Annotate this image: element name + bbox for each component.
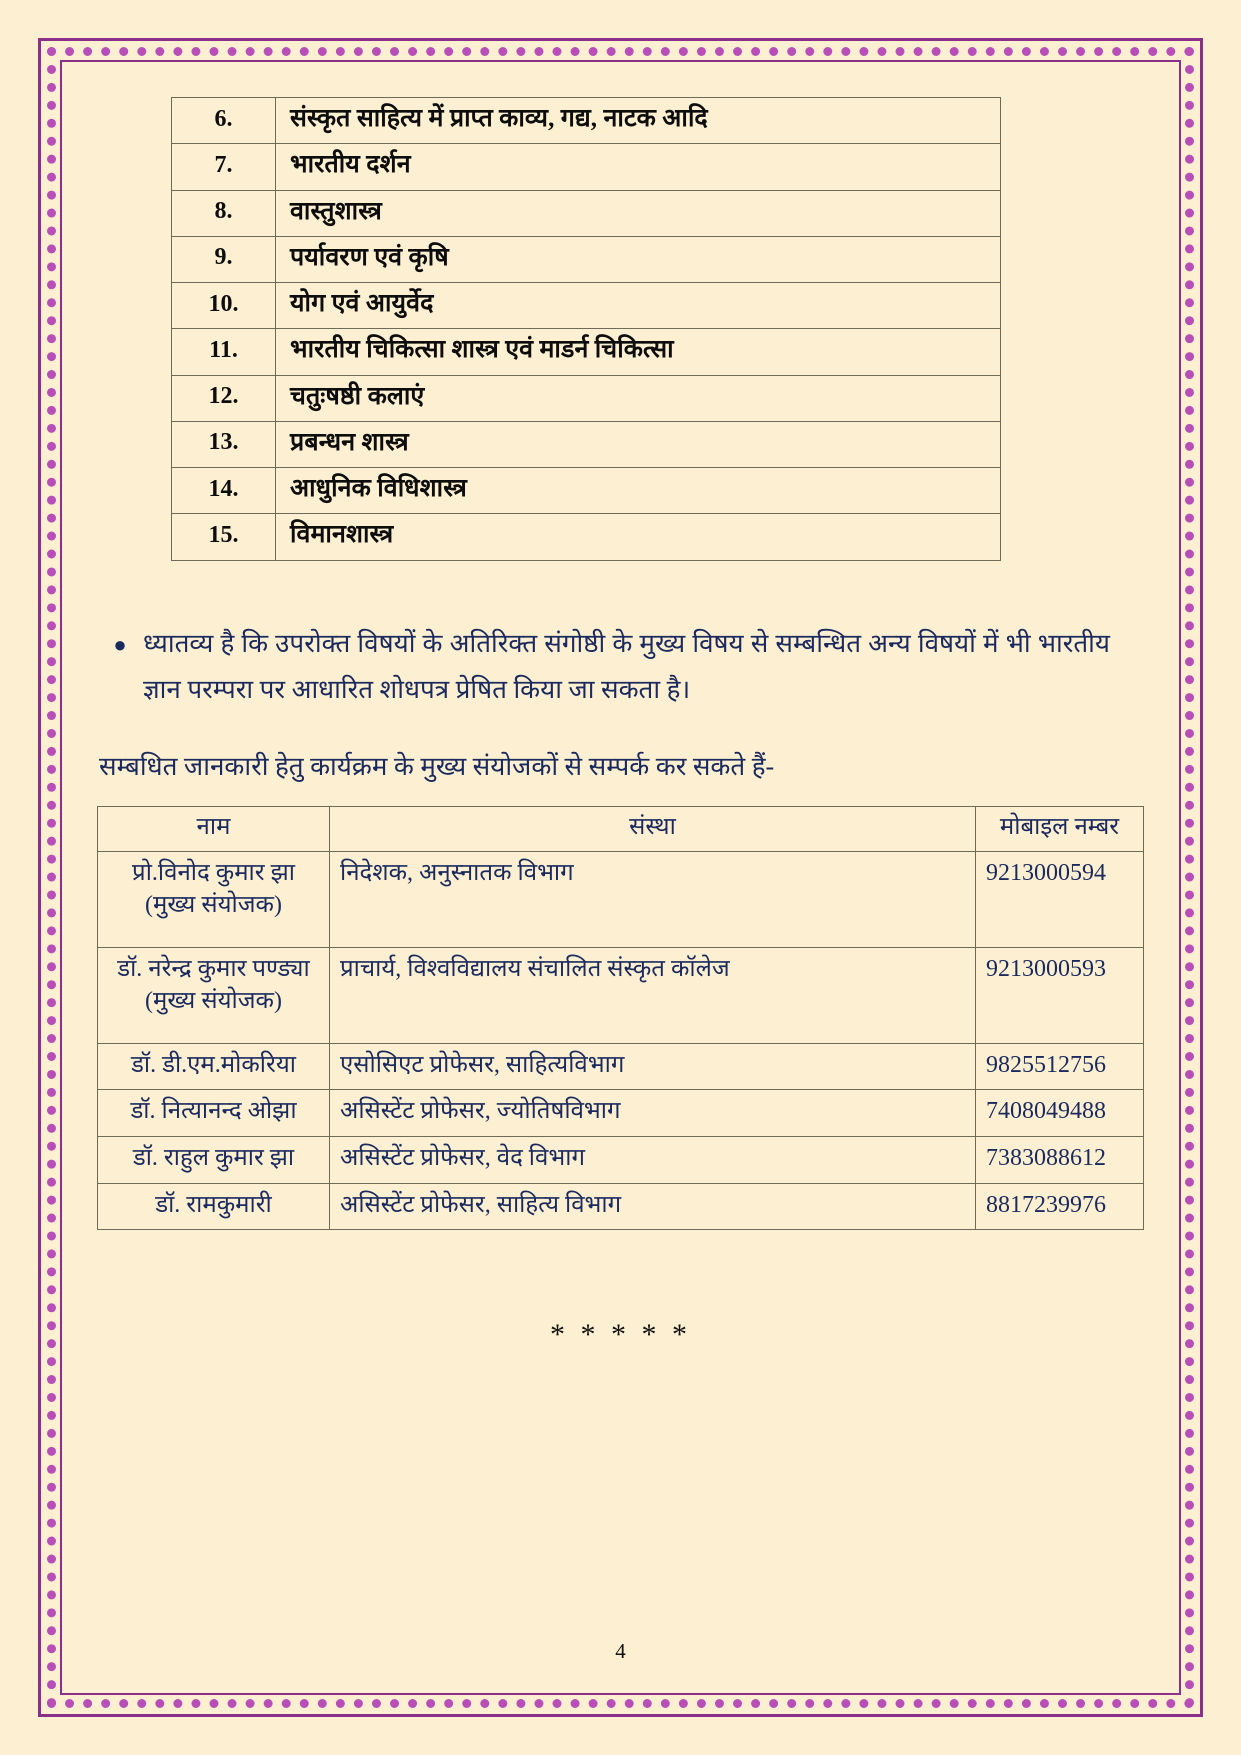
column-header-phone: मोबाइल नम्बर (976, 807, 1144, 852)
contact-mobile-number[interactable]: 9213000594 (976, 851, 1144, 947)
contacts-intro-line: सम्बधित जानकारी हेतु कार्यक्रम के मुख्य संयोजकों से सम्पर्क कर सकते हैं- (99, 752, 775, 782)
page-number: 4 (615, 1639, 626, 1663)
topic-serial-number: 15. (172, 514, 276, 560)
contact-name-cell (98, 947, 330, 1043)
contacts-header-row (98, 807, 1144, 852)
contact-name-cell (98, 1136, 330, 1183)
contact-mobile-number[interactable]: 9213000593 (976, 947, 1144, 1043)
contact-mobile-number[interactable]: 7408049488 (976, 1090, 1144, 1137)
contact-name: डॉ. राहुल कुमार झा (132, 1144, 295, 1171)
topic-title: पर्यावरण एवं कृषि (276, 236, 1001, 282)
table-row (98, 1090, 1144, 1137)
contact-organisation: असिस्टेंट प्रोफेसर, ज्योतिषविभाग (330, 1090, 976, 1137)
topic-title: भारतीय चिकित्सा शास्त्र एवं माडर्न चिकित्सा (276, 329, 1001, 375)
topic-serial-number: 9. (172, 236, 276, 282)
topic-serial-number: 13. (172, 421, 276, 467)
contact-name-cell (98, 1183, 330, 1230)
table-row (172, 236, 1001, 282)
topic-title: चतुःषष्ठी कलाएं (276, 375, 1001, 421)
stars-separator: * * * * * (550, 1318, 691, 1352)
topic-serial-number: 7. (172, 144, 276, 190)
contact-name-cell (98, 1090, 330, 1137)
contacts-table-head (98, 807, 1144, 852)
table-row (172, 421, 1001, 467)
topic-title: आधुनिक विधिशास्त्र (276, 468, 1001, 514)
table-row (172, 329, 1001, 375)
topic-title: भारतीय दर्शन (276, 144, 1001, 190)
contacts-table-body (98, 851, 1144, 1230)
topic-title: संस्कृत साहित्य में प्राप्त काव्य, गद्य, नाटक आदि (276, 98, 1001, 144)
table-row (172, 144, 1001, 190)
contact-organisation: असिस्टेंट प्रोफेसर, साहित्य विभाग (330, 1183, 976, 1230)
table-row (98, 851, 1144, 947)
bullet-icon: ● (113, 631, 127, 657)
note-block (97, 621, 1144, 714)
topic-serial-number: 14. (172, 468, 276, 514)
contact-name: डॉ. नरेन्द्र कुमार पण्ड्या (117, 955, 310, 982)
table-row (172, 468, 1001, 514)
column-header-org: संस्था (330, 807, 976, 852)
contact-organisation: असिस्टेंट प्रोफेसर, वेद विभाग (330, 1136, 976, 1183)
topic-title: प्रबन्धन शास्त्र (276, 421, 1001, 467)
page-decorative-border (38, 38, 1203, 1717)
table-row (172, 514, 1001, 560)
contact-mobile-number[interactable]: 8817239976 (976, 1183, 1144, 1230)
contact-role: (मुख्य संयोजक) (145, 988, 282, 1015)
contact-organisation: एसोसिएट प्रोफेसर, साहित्यविभाग (330, 1043, 976, 1090)
table-row (172, 283, 1001, 329)
table-row (98, 947, 1144, 1043)
contact-name: डॉ. रामकुमारी (155, 1191, 272, 1218)
contact-name: डॉ. डी.एम.मोकरिया (131, 1051, 296, 1078)
table-row (172, 190, 1001, 236)
topic-title: योग एवं आयुर्वेद (276, 283, 1001, 329)
table-row (98, 1183, 1144, 1230)
contact-mobile-number[interactable]: 7383088612 (976, 1136, 1144, 1183)
contact-name-cell (98, 851, 330, 947)
topic-serial-number: 12. (172, 375, 276, 421)
table-row (172, 98, 1001, 144)
contact-name: डॉ. नित्यानन्द ओझा (130, 1098, 297, 1125)
contact-mobile-number[interactable]: 9825512756 (976, 1043, 1144, 1090)
contacts-table (97, 806, 1144, 1230)
contact-organisation: निदेशक, अनुस्नातक विभाग (330, 851, 976, 947)
topic-serial-number: 11. (172, 329, 276, 375)
contact-name: प्रो.विनोद कुमार झा (132, 859, 295, 886)
topics-table-body (172, 98, 1001, 561)
topic-serial-number: 10. (172, 283, 276, 329)
page-content-area (65, 65, 1176, 1690)
table-row (172, 375, 1001, 421)
topic-serial-number: 8. (172, 190, 276, 236)
topics-table (171, 97, 1001, 561)
contact-role: (मुख्य संयोजक) (145, 892, 282, 919)
note-text: ध्यातव्य है कि उपरोक्त विषयों के अतिरिक्त संगोष्ठी के मुख्य विषय से सम्बन्धित अन्य विषयों में भी भारतीय ज्ञान परम्परा पर आधारित शोधपत्र प्रेषित किया जा सकता है। (143, 628, 1110, 704)
table-row (98, 1043, 1144, 1090)
table-row (98, 1136, 1144, 1183)
column-header-name: नाम (98, 807, 330, 852)
contact-organisation: प्राचार्य, विश्वविद्यालय संचालित संस्कृत कॉलेज (330, 947, 976, 1043)
topic-title: वास्तुशास्त्र (276, 190, 1001, 236)
topic-serial-number: 6. (172, 98, 276, 144)
contact-name-cell (98, 1043, 330, 1090)
topic-title: विमानशास्त्र (276, 514, 1001, 560)
